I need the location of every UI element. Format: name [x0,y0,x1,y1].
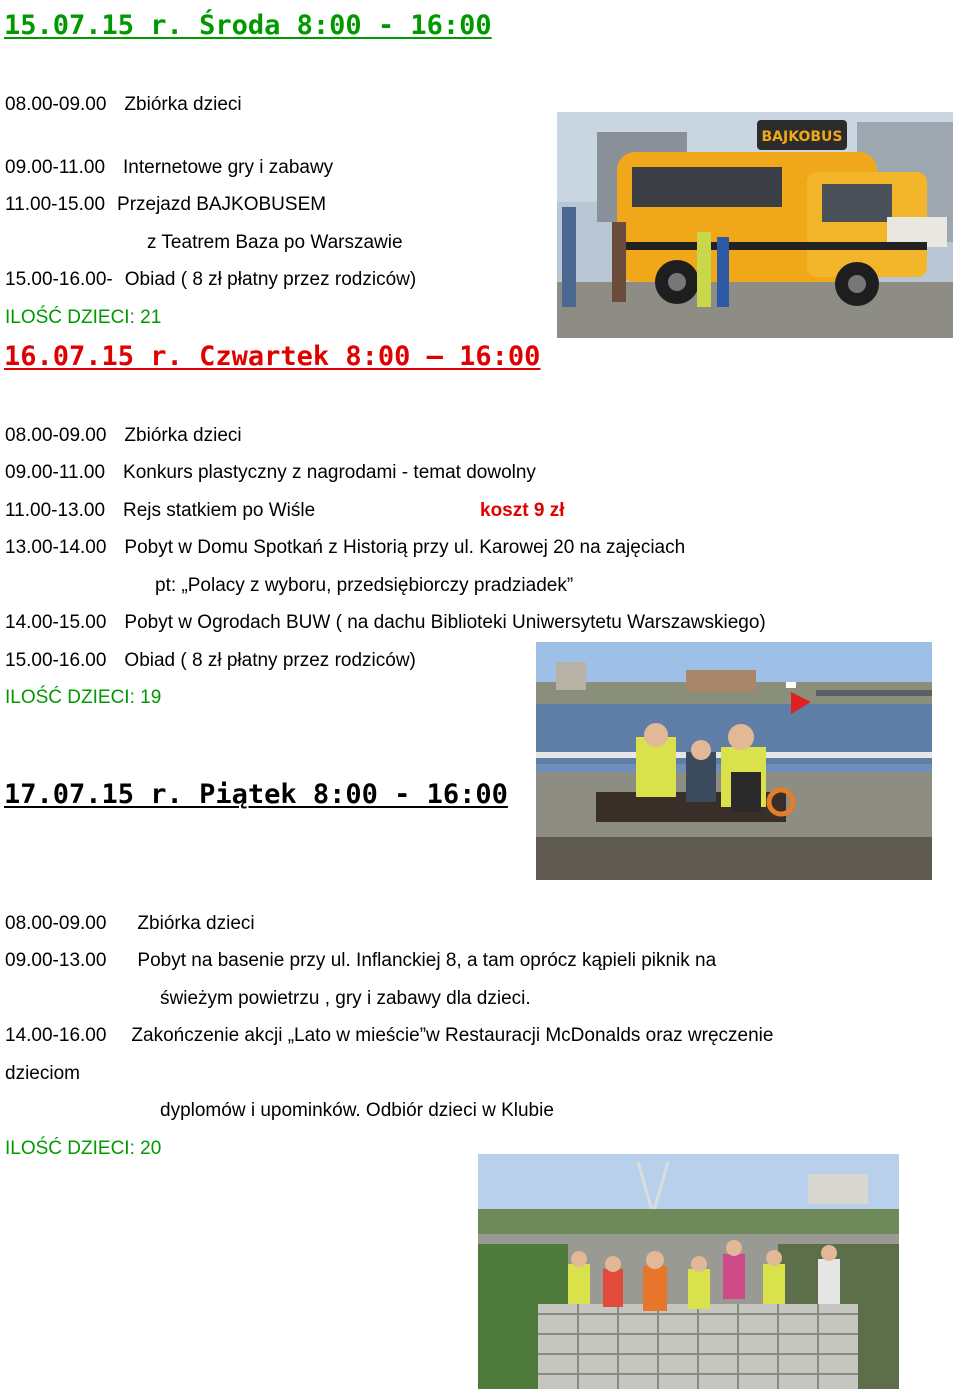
row-text: Konkurs plastyczny z nagrodami - temat dowolny [123,462,536,483]
day2-heading: 16.07.15 r. Czwartek 8:00 – 16:00 [4,341,541,372]
row-text: Rejs statkiem po Wiśle [123,500,316,521]
row-text: Zbiórka dzieci [137,913,255,934]
row-time: 14.00-15.00 [5,612,107,633]
row-time: 13.00-14.00 [5,537,107,558]
rooftop-photo [478,1154,899,1389]
schedule-row [5,461,536,485]
children-count: ILOŚĆ DZIECI: 19 [5,687,162,708]
row-text: świeżym powietrzu , gry i zabawy dla dzieci. [160,988,531,1009]
bus-photo [557,112,953,338]
schedule-row [5,611,766,635]
row-time: 11.00-13.00 [5,500,106,521]
boat-image [536,642,932,880]
schedule-row [5,424,242,448]
row-time: 15.00-16.00 [5,650,107,671]
row-text: Internetowe gry i zabawy [123,157,334,178]
row-text: dzieciom [5,1063,80,1084]
schedule-row [5,499,315,523]
boat-photo [536,642,932,880]
row-time: 08.00-09.00 [5,913,107,934]
row-text: dyplomów i upominków. Odbiór dzieci w Klubie [160,1100,554,1121]
row-text: Pobyt na basenie przy ul. Inflanckiej 8, a tam oprócz kąpieli piknik na [137,950,717,971]
row-time: 11.00-15.00 [5,194,106,215]
schedule-row [160,987,531,1011]
row-time: 08.00-09.00 [5,94,107,115]
bus-image [557,112,953,338]
schedule-row [5,912,255,936]
rooftop-image [478,1154,899,1389]
schedule-row [5,536,685,560]
row-text: Zakończenie akcji „Lato w mieście”w Restauracji McDonalds oraz wręczenie [131,1025,774,1046]
row-text: Obiad ( 8 zł płatny przez rodziców) [124,650,416,671]
row-text: Pobyt w Ogrodach BUW ( na dachu Biblioteki Uniwersytetu Warszawskiego) [124,612,766,633]
schedule-row [147,231,403,255]
day1-heading: 15.07.15 r. Środa 8:00 - 16:00 [4,10,492,41]
row-text: z Teatrem Baza po Warszawie [147,232,403,253]
schedule-row [5,268,416,292]
schedule-row [5,93,242,117]
schedule-row [5,949,716,973]
row-time: 15.00-16.00- [5,269,113,290]
cost-label: koszt 9 zł [480,500,565,521]
row-text: Zbiórka dzieci [124,94,242,115]
children-count: ILOŚĆ DZIECI: 21 [5,307,162,328]
row-time: 09.00-13.00 [5,950,107,971]
row-text: Obiad ( 8 zł płatny przez rodziców) [124,269,417,290]
schedule-row [160,1099,554,1123]
row-text: Przejazd BAJKOBUSEM [117,194,327,215]
schedule-row [5,156,333,180]
row-time: 09.00-11.00 [5,462,106,483]
schedule-row [5,193,326,217]
schedule-row [5,1062,80,1086]
children-count: ILOŚĆ DZIECI: 20 [5,1138,162,1159]
row-time: 09.00-11.00 [5,157,106,178]
schedule-row [5,649,416,673]
row-text: Pobyt w Domu Spotkań z Historią przy ul. Karowej 20 na zajęciach [124,537,686,558]
schedule-row [5,1024,773,1048]
schedule-row [155,574,573,598]
bus-sign: BAJKOBUS [761,129,843,145]
row-time: 14.00-16.00 [5,1025,107,1046]
row-time: 08.00-09.00 [5,425,107,446]
day3-heading: 17.07.15 r. Piątek 8:00 - 16:00 [4,779,508,810]
row-text: pt: „Polacy z wyboru, przedsiębiorczy pradziadek” [155,575,574,596]
row-text: Zbiórka dzieci [124,425,242,446]
